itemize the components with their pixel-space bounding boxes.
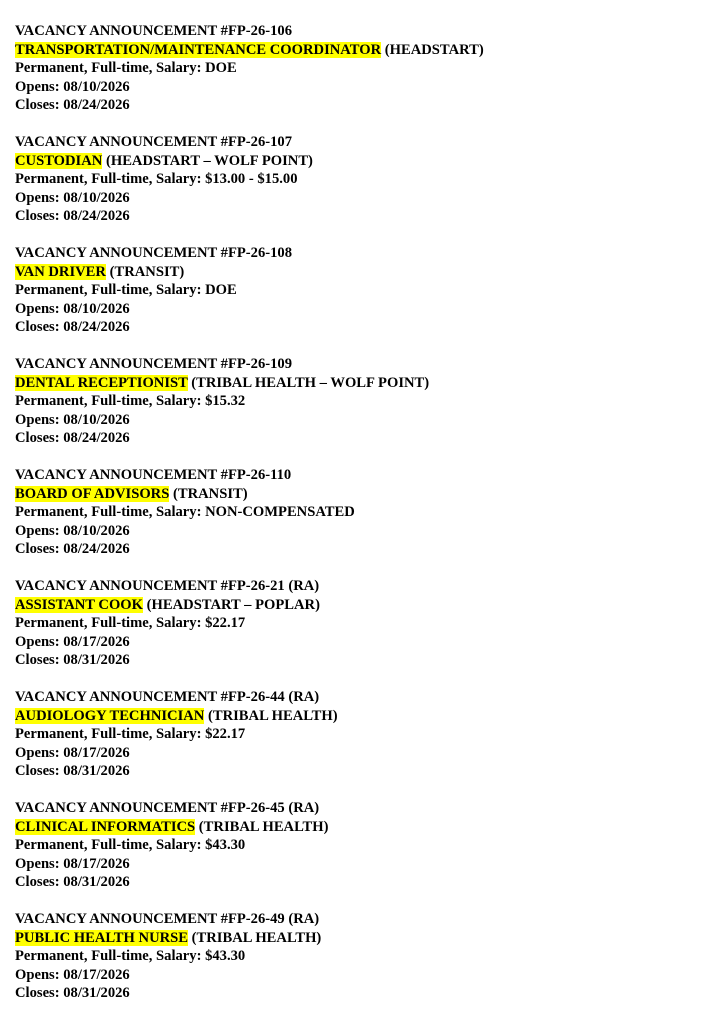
vacancy-closes: Closes: 08/31/2026 — [15, 763, 130, 779]
vacancy-closes: Closes: 08/24/2026 — [15, 541, 130, 557]
vacancy-department: (TRIBAL HEALTH) — [204, 707, 338, 724]
vacancy-announcement-number: VACANCY ANNOUNCEMENT #FP-26-106 — [15, 23, 293, 39]
vacancy-title-line — [15, 152, 695, 171]
vacancy-title-line — [15, 485, 695, 504]
vacancy-title: PUBLIC HEALTH NURSE — [15, 929, 189, 946]
vacancy-title: AUDIOLOGY TECHNICIAN — [15, 707, 205, 724]
vacancy-title-line — [15, 818, 695, 837]
vacancy-title-line — [15, 263, 695, 282]
vacancy-opens: Opens: 08/17/2026 — [15, 966, 130, 983]
vacancy-announcement-number: VACANCY ANNOUNCEMENT #FP-26-109 — [15, 356, 293, 372]
vacancy-closes: Closes: 08/24/2026 — [15, 97, 130, 113]
vacancy-title-line — [15, 596, 695, 615]
vacancy-list — [15, 22, 695, 1003]
vacancy-title-line — [15, 929, 695, 948]
vacancy-title: CUSTODIAN — [15, 152, 103, 169]
vacancy-announcement-number: VACANCY ANNOUNCEMENT #FP-26-108 — [15, 245, 293, 261]
vacancy-entry — [15, 910, 695, 1003]
vacancy-terms: Permanent, Full-time, Salary: $15.32 — [15, 393, 246, 409]
vacancy-opens: Opens: 08/10/2026 — [15, 78, 130, 95]
vacancy-closes: Closes: 08/24/2026 — [15, 430, 130, 446]
vacancy-title-line — [15, 707, 695, 726]
vacancy-terms: Permanent, Full-time, Salary: $22.17 — [15, 615, 246, 631]
vacancy-entry — [15, 577, 695, 670]
vacancy-opens: Opens: 08/17/2026 — [15, 855, 130, 872]
vacancy-department: (TRANSIT) — [169, 485, 248, 502]
vacancy-closes: Closes: 08/24/2026 — [15, 319, 130, 335]
vacancy-title-line — [15, 41, 695, 60]
vacancy-closes: Closes: 08/31/2026 — [15, 985, 130, 1001]
vacancy-opens: Opens: 08/10/2026 — [15, 411, 130, 428]
vacancy-department: (HEADSTART – WOLF POINT) — [102, 152, 313, 169]
vacancy-department: (TRIBAL HEALTH – WOLF POINT) — [187, 374, 430, 391]
vacancy-opens: Opens: 08/10/2026 — [15, 522, 130, 539]
vacancy-opens: Opens: 08/17/2026 — [15, 633, 130, 650]
vacancy-department: (TRANSIT) — [105, 263, 185, 280]
vacancy-entry — [15, 22, 695, 115]
vacancy-department: (HEADSTART – POPLAR) — [143, 596, 320, 613]
vacancy-department: (TRIBAL HEALTH) — [188, 929, 322, 946]
vacancy-opens: Opens: 08/10/2026 — [15, 189, 130, 206]
vacancy-title: ASSISTANT COOK — [15, 596, 144, 613]
vacancy-terms: Permanent, Full-time, Salary: $22.17 — [15, 726, 246, 742]
vacancy-announcement-number: VACANCY ANNOUNCEMENT #FP-26-44 (RA) — [15, 689, 320, 705]
vacancy-entry — [15, 466, 695, 559]
vacancy-department: (HEADSTART) — [381, 41, 484, 58]
vacancy-terms: Permanent, Full-time, Salary: NON-COMPENSATED — [15, 504, 355, 520]
vacancy-title: BOARD OF ADVISORS — [15, 485, 170, 502]
vacancy-entry — [15, 688, 695, 781]
vacancy-title: DENTAL RECEPTIONIST — [15, 374, 188, 391]
vacancy-closes: Closes: 08/31/2026 — [15, 652, 130, 668]
vacancy-opens: Opens: 08/17/2026 — [15, 744, 130, 761]
vacancy-closes: Closes: 08/31/2026 — [15, 874, 130, 890]
vacancy-entry — [15, 244, 695, 337]
vacancy-entry — [15, 799, 695, 892]
vacancy-closes: Closes: 08/24/2026 — [15, 208, 130, 224]
vacancy-title-line — [15, 374, 695, 393]
vacancy-announcement-number: VACANCY ANNOUNCEMENT #FP-26-49 (RA) — [15, 911, 320, 927]
vacancy-terms: Permanent, Full-time, Salary: $43.30 — [15, 837, 246, 853]
vacancy-entry — [15, 133, 695, 226]
vacancy-opens: Opens: 08/10/2026 — [15, 300, 130, 317]
vacancy-terms: Permanent, Full-time, Salary: DOE — [15, 60, 237, 76]
vacancy-department: (TRIBAL HEALTH) — [195, 818, 329, 835]
vacancy-title: VAN DRIVER — [15, 263, 106, 280]
vacancy-announcement-number: VACANCY ANNOUNCEMENT #FP-26-21 (RA) — [15, 578, 320, 594]
vacancy-title: TRANSPORTATION/MAINTENANCE COORDINATOR — [15, 41, 382, 58]
vacancy-announcement-number: VACANCY ANNOUNCEMENT #FP-26-107 — [15, 134, 293, 150]
vacancy-terms: Permanent, Full-time, Salary: $43.30 — [15, 948, 246, 964]
vacancy-terms: Permanent, Full-time, Salary: DOE — [15, 282, 237, 298]
vacancy-terms: Permanent, Full-time, Salary: $13.00 - $15.00 — [15, 171, 298, 187]
vacancy-announcement-number: VACANCY ANNOUNCEMENT #FP-26-110 — [15, 467, 292, 483]
vacancy-entry — [15, 355, 695, 448]
vacancy-title: CLINICAL INFORMATICS — [15, 818, 196, 835]
vacancy-announcement-number: VACANCY ANNOUNCEMENT #FP-26-45 (RA) — [15, 800, 320, 816]
